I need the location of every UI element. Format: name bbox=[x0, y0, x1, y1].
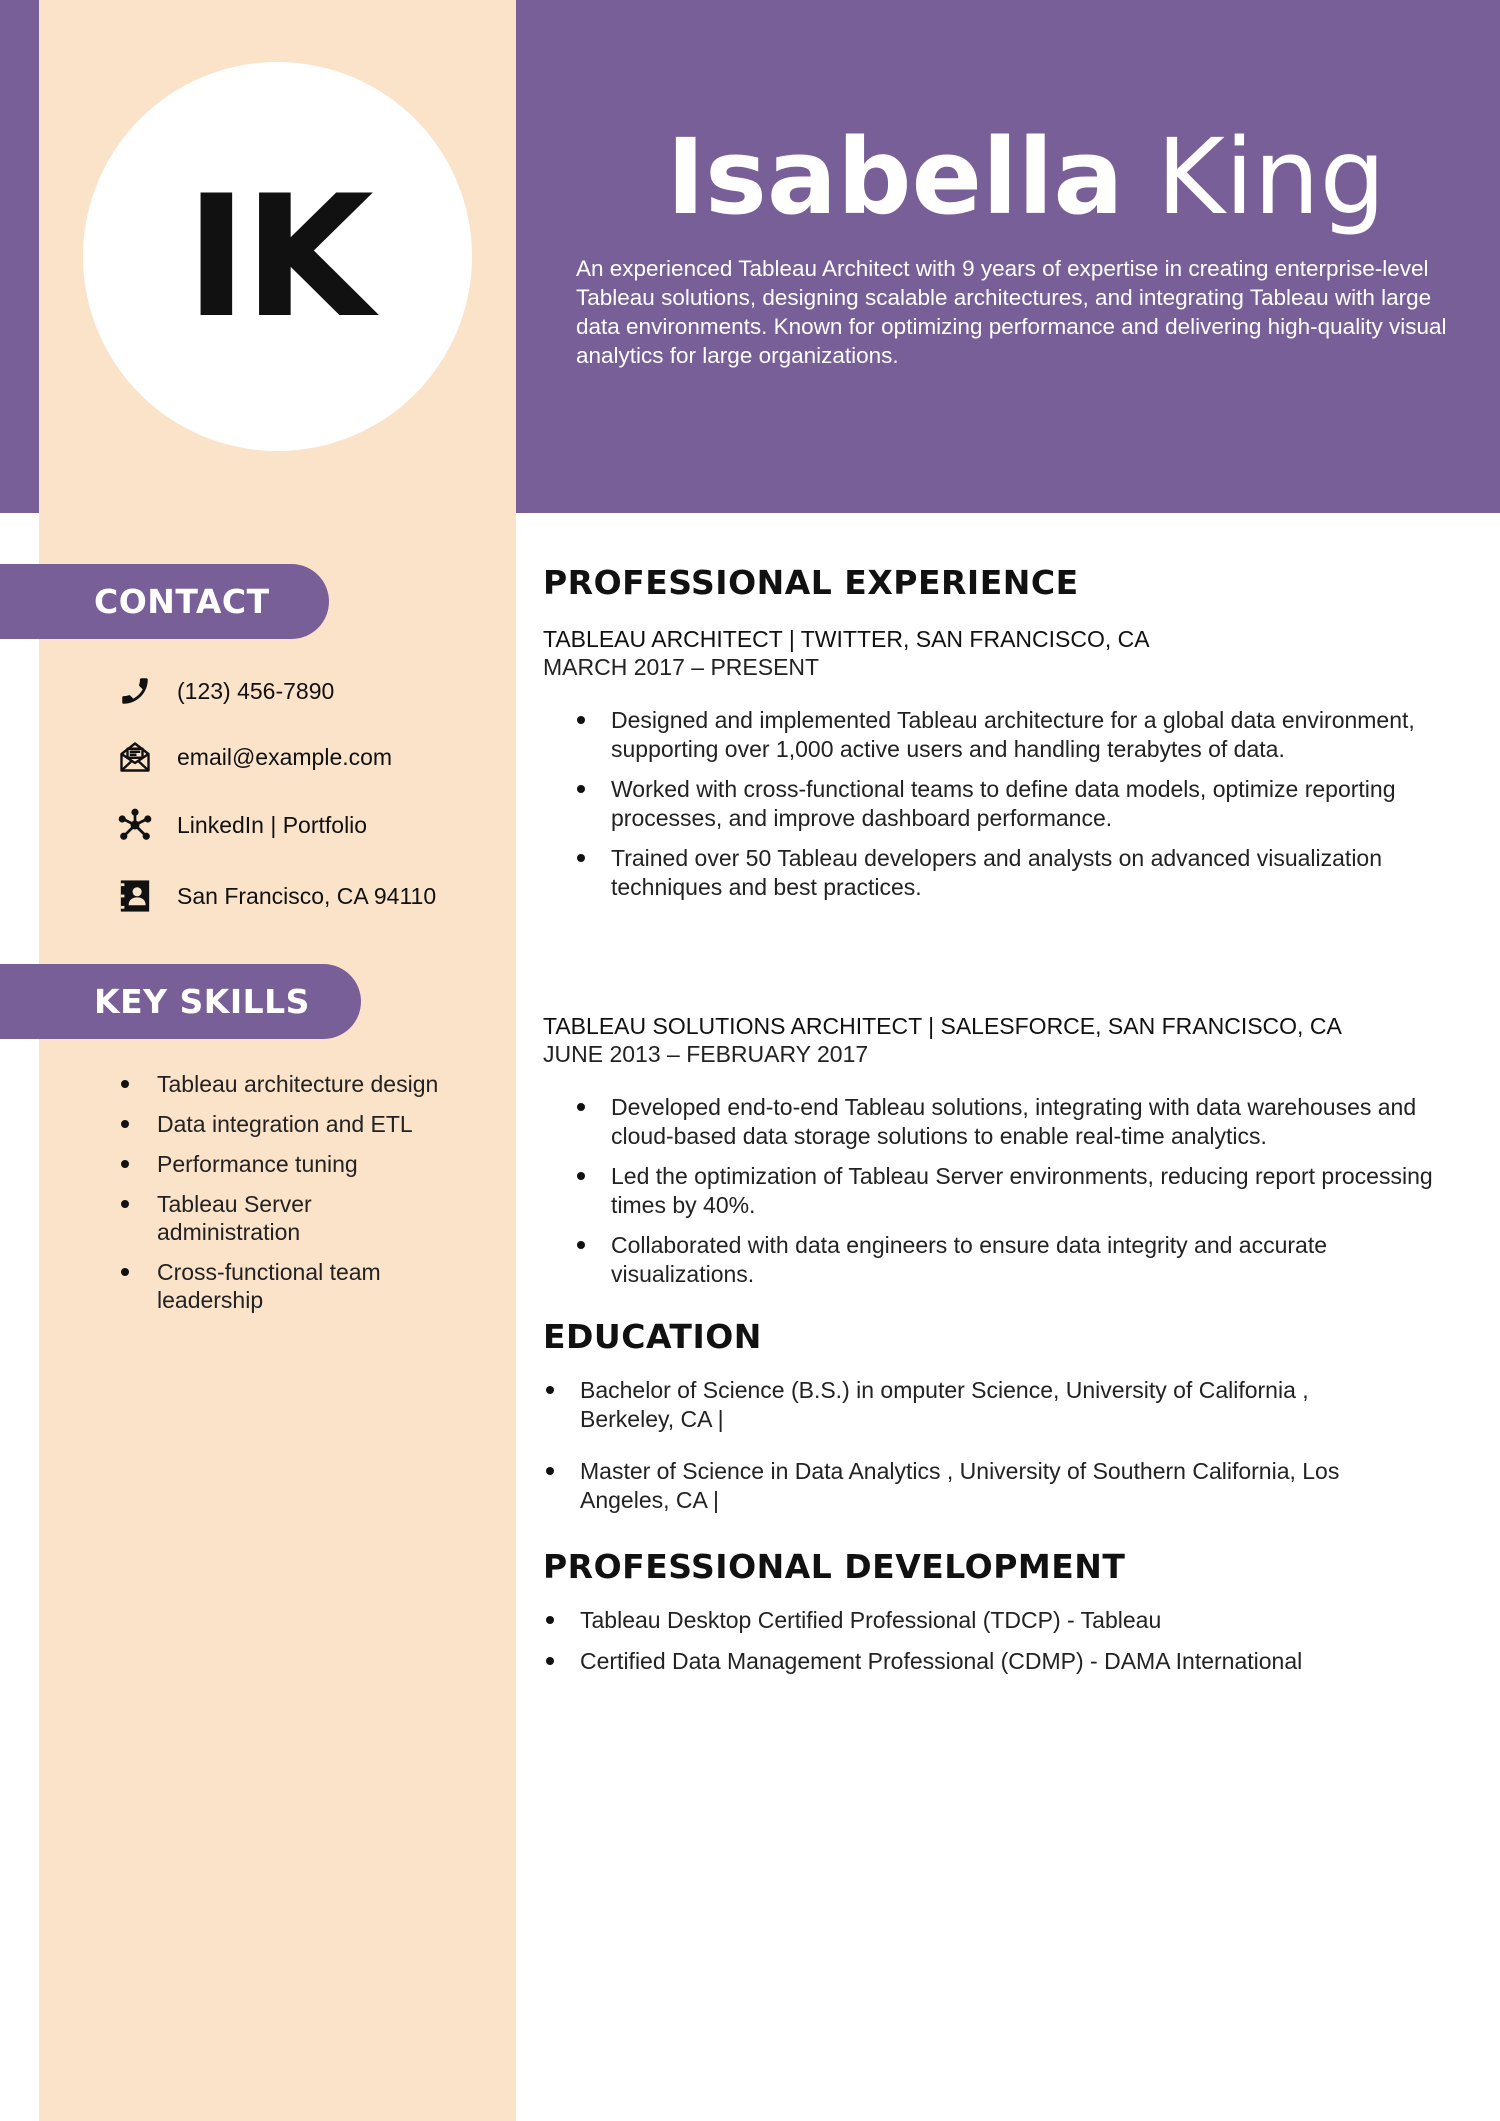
skill-item: Performance tuning bbox=[116, 1150, 486, 1178]
first-name: Isabella bbox=[666, 116, 1124, 238]
contact-email bbox=[116, 737, 392, 777]
job-bullet: Collaborated with data engineers to ensure data integrity and accurate visualizations. bbox=[543, 1231, 1448, 1288]
monogram-circle bbox=[83, 62, 472, 451]
summary-text: An experienced Tableau Architect with 9 years of expertise in creating enterprise-level Tableau solutions, designing scalable architectures, and integrating Tableau with large data environments. Known for optimizing performance and delivering high-quality visual analytics for large organizations. bbox=[576, 256, 1447, 368]
links-text[interactable]: LinkedIn | Portfolio bbox=[177, 811, 368, 838]
contact-links bbox=[116, 805, 367, 845]
skill-item: Data integration and ETL bbox=[116, 1110, 486, 1138]
experience-heading: PROFESSIONAL EXPERIENCE bbox=[543, 563, 1079, 602]
network-icon bbox=[116, 806, 154, 844]
job-title: TABLEAU ARCHITECT | TWITTER, SAN FRANCISCO, CA bbox=[543, 626, 1150, 652]
job-dates: MARCH 2017 – PRESENT bbox=[543, 654, 820, 680]
education-item: Bachelor of Science (B.S.) in omputer Science, University of California , Berkeley, CA | bbox=[543, 1376, 1403, 1433]
skill-item: Tableau Server administration bbox=[116, 1190, 367, 1246]
skill-item: Tableau architecture design bbox=[116, 1070, 486, 1098]
phone-icon bbox=[116, 672, 154, 710]
job-dates: JUNE 2013 – FEBRUARY 2017 bbox=[543, 1041, 869, 1067]
phone-text: (123) 456-7890 bbox=[177, 677, 335, 704]
job-bullet: Designed and implemented Tableau architecture for a global data environment, supporting over 1,000 active users and handling terabytes of data. bbox=[543, 706, 1448, 763]
development-heading: PROFESSIONAL DEVELOPMENT bbox=[543, 1547, 1126, 1586]
development-item: Certified Data Management Professional (CDMP) - DAMA International bbox=[543, 1647, 1443, 1676]
job-bullet: Led the optimization of Tableau Server environments, reducing report processing times by 40%. bbox=[543, 1162, 1448, 1219]
job-bullet: Developed end-to-end Tableau solutions, integrating with data warehouses and cloud-based data storage solutions to enable real-time analytics. bbox=[543, 1093, 1448, 1150]
job-title: TABLEAU SOLUTIONS ARCHITECT | SALESFORCE, SAN FRANCISCO, CA bbox=[543, 1013, 1342, 1039]
contact-phone bbox=[116, 671, 334, 711]
education-item: Master of Science in Data Analytics , University of Southern California, Los Angeles, CA | bbox=[543, 1457, 1403, 1514]
skill-item: Cross-functional team leadership bbox=[116, 1258, 427, 1314]
candidate-name bbox=[596, 112, 1456, 242]
job-bullets bbox=[543, 706, 1448, 913]
email-text[interactable]: email@example.com bbox=[177, 743, 393, 770]
education-heading: EDUCATION bbox=[543, 1317, 762, 1356]
skills-heading: KEY SKILLS bbox=[0, 964, 361, 1039]
development-item: Tableau Desktop Certified Professional (TDCP) - Tableau bbox=[543, 1606, 1443, 1635]
contact-location bbox=[116, 876, 436, 916]
job-bullet: Worked with cross-functional teams to define data models, optimize reporting processes, and improve dashboard performance. bbox=[543, 775, 1448, 832]
location-text: San Francisco, CA 94110 bbox=[177, 882, 437, 909]
contact-heading: CONTACT bbox=[0, 564, 329, 639]
job-bullet: Trained over 50 Tableau developers and analysts on advanced visualization techniques and best practices. bbox=[543, 844, 1448, 901]
development-list bbox=[543, 1606, 1443, 1687]
skills-list bbox=[116, 1070, 486, 1326]
monogram: IK bbox=[185, 158, 370, 355]
education-list bbox=[543, 1376, 1403, 1526]
contact-card-icon bbox=[116, 877, 154, 915]
job-bullets bbox=[543, 1093, 1448, 1300]
email-icon bbox=[116, 738, 154, 776]
last-name: King bbox=[1156, 116, 1386, 238]
